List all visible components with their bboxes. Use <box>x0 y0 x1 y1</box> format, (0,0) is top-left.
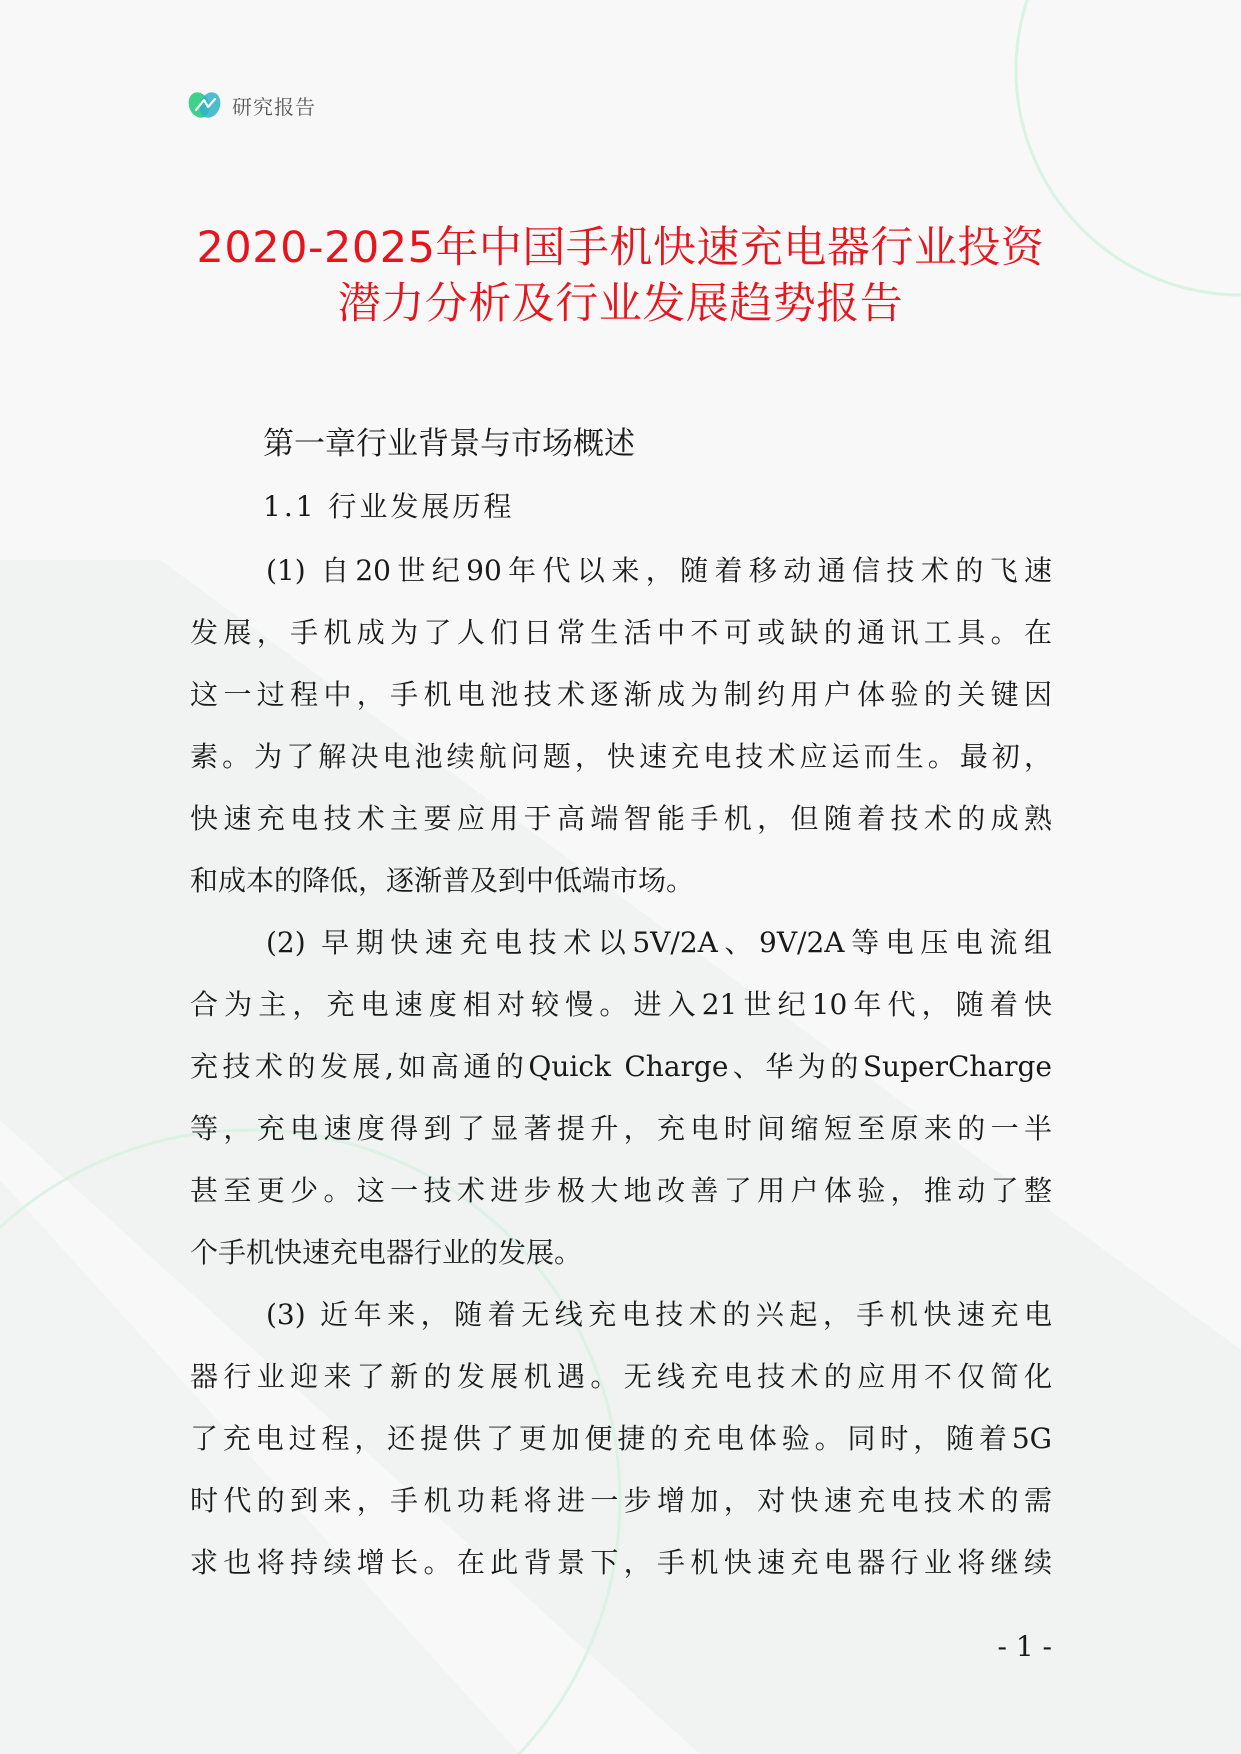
title-line-1: 2020-2025年中国手机快速充电器行业投资 <box>196 223 1045 273</box>
paragraph-line: 充技术的发展,如高通的Quick Charge、华为的SuperCharge <box>190 1050 1052 1083</box>
leaf-logo-icon <box>188 90 222 120</box>
paragraph-line: 素。为了解决电池续航问题，快速充电技术应运而生。最初， <box>190 740 1052 773</box>
document-title <box>150 220 1091 332</box>
paragraph-line: 等，充电速度得到了显著提升，充电时间缩短至原来的一半 <box>190 1112 1052 1145</box>
paragraph-line: 发展，手机成为了人们日常生活中不可或缺的通讯工具。在 <box>190 616 1052 649</box>
paragraph-line: (2) 早期快速充电技术以5V/2A、9V/2A等电压电流组 <box>266 926 1052 959</box>
paragraph-line: 时代的到来，手机功耗将进一步增加，对快速充电技术的需 <box>190 1484 1052 1517</box>
report-header <box>188 90 316 120</box>
paragraph-1 <box>190 540 1052 912</box>
body-text <box>190 540 1052 1594</box>
paragraph-line: 这一过程中，手机电池技术逐渐成为制约用户体验的关键因 <box>190 678 1052 711</box>
paragraph-line: 了充电过程，还提供了更加便捷的充电体验。同时，随着5G <box>190 1422 1052 1455</box>
paragraph-line: 器行业迎来了新的发展机遇。无线充电技术的应用不仅简化 <box>190 1360 1052 1393</box>
paragraph-line: (1) 自20世纪90年代以来，随着移动通信技术的飞速 <box>266 554 1052 587</box>
paragraph-line: 甚至更少。这一技术进步极大地改善了用户体验，推动了整 <box>190 1174 1052 1207</box>
paragraph-line: 快速充电技术主要应用于高端智能手机，但随着技术的成熟 <box>190 802 1052 835</box>
paragraph-3 <box>190 1284 1052 1594</box>
paragraph-2 <box>190 912 1052 1284</box>
page-number: - 1 - <box>997 1630 1052 1663</box>
paragraph-line: (3) 近年来，随着无线充电技术的兴起，手机快速充电 <box>266 1298 1052 1331</box>
paragraph-line: 和成本的降低，逐渐普及到中低端市场。 <box>190 864 695 897</box>
paragraph-line: 个手机快速充电器行业的发展。 <box>190 1236 583 1269</box>
chapter-heading: 第一章行业背景与市场概述 <box>263 426 635 462</box>
title-line-2: 潜力分析及行业发展趋势报告 <box>337 279 904 329</box>
paragraph-line: 合为主，充电速度相对较慢。进入21世纪10年代，随着快 <box>190 988 1052 1021</box>
paragraph-line: 求也将持续增长。在此背景下，手机快速充电器行业将继续 <box>190 1546 1052 1579</box>
section-heading: 1.1 行业发展历程 <box>263 490 515 523</box>
report-type-label: 研究报告 <box>232 94 316 119</box>
